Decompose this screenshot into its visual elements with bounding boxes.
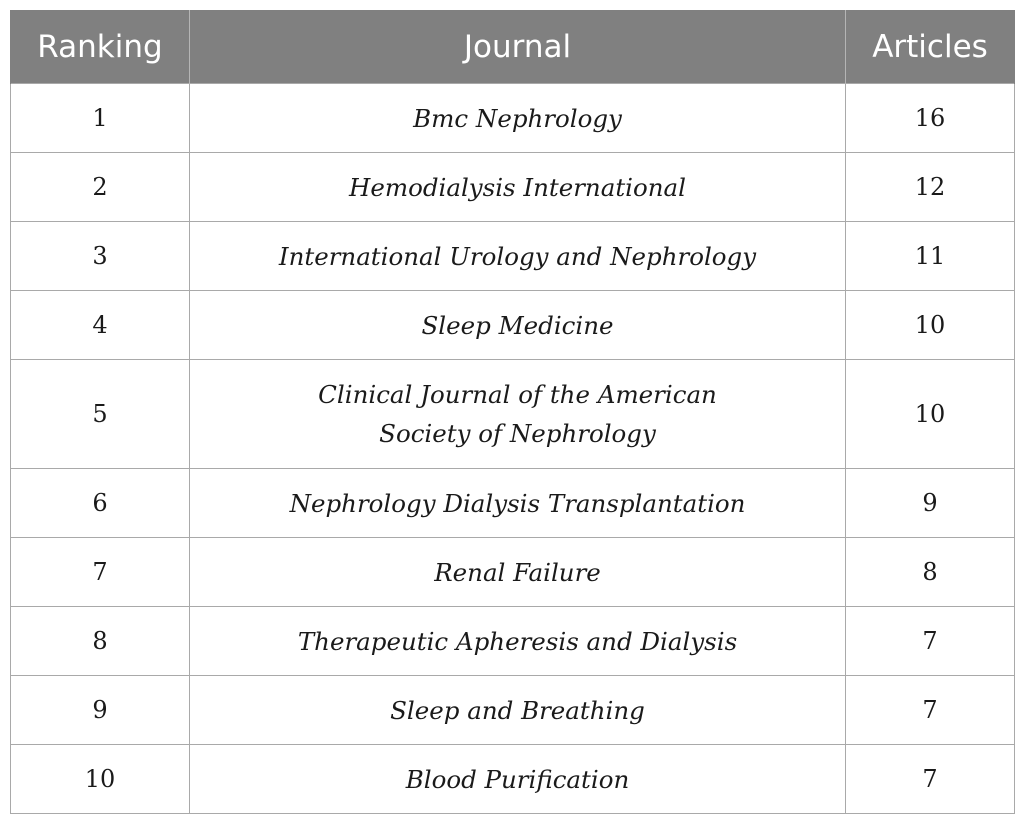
header-journal: Journal <box>190 10 846 84</box>
table-row <box>11 291 1015 360</box>
cell-journal-text: Clinical Journal of the American Society of Nephrology <box>318 380 717 448</box>
header-ranking: Ranking <box>11 10 190 84</box>
table-row <box>11 84 1015 153</box>
cell-articles: 8 <box>846 538 1015 607</box>
cell-articles: 7 <box>846 607 1015 676</box>
cell-ranking: 3 <box>11 222 190 291</box>
cell-journal: Therapeutic Apheresis and Dialysis <box>190 607 846 676</box>
cell-ranking: 8 <box>11 607 190 676</box>
cell-journal: Bmc Nephrology <box>190 84 846 153</box>
table-row <box>11 538 1015 607</box>
cell-articles: 10 <box>846 291 1015 360</box>
table-row <box>11 607 1015 676</box>
cell-journal: International Urology and Nephrology <box>190 222 846 291</box>
cell-ranking: 4 <box>11 291 190 360</box>
table-body <box>11 84 1015 814</box>
table-row <box>11 360 1015 469</box>
cell-journal: Blood Purification <box>190 745 846 814</box>
cell-ranking: 10 <box>11 745 190 814</box>
cell-ranking: 9 <box>11 676 190 745</box>
table-row <box>11 222 1015 291</box>
cell-articles: 12 <box>846 153 1015 222</box>
cell-ranking: 6 <box>11 469 190 538</box>
table-row <box>11 153 1015 222</box>
cell-ranking: 5 <box>11 360 190 469</box>
cell-journal: Sleep and Breathing <box>190 676 846 745</box>
table-row <box>11 469 1015 538</box>
cell-articles: 11 <box>846 222 1015 291</box>
cell-ranking: 1 <box>11 84 190 153</box>
cell-journal: Renal Failure <box>190 538 846 607</box>
header-articles: Articles <box>846 10 1015 84</box>
table-header <box>11 10 1015 84</box>
cell-journal: Sleep Medicine <box>190 291 846 360</box>
table-row <box>11 745 1015 814</box>
cell-articles: 9 <box>846 469 1015 538</box>
cell-articles: 10 <box>846 360 1015 469</box>
cell-ranking: 2 <box>11 153 190 222</box>
table-row <box>11 676 1015 745</box>
cell-journal: Hemodialysis International <box>190 153 846 222</box>
header-row <box>11 10 1015 84</box>
cell-journal <box>190 360 846 469</box>
cell-articles: 7 <box>846 676 1015 745</box>
journal-ranking-table <box>10 10 1015 814</box>
cell-ranking: 7 <box>11 538 190 607</box>
cell-journal: Nephrology Dialysis Transplantation <box>190 469 846 538</box>
cell-articles: 16 <box>846 84 1015 153</box>
cell-articles: 7 <box>846 745 1015 814</box>
